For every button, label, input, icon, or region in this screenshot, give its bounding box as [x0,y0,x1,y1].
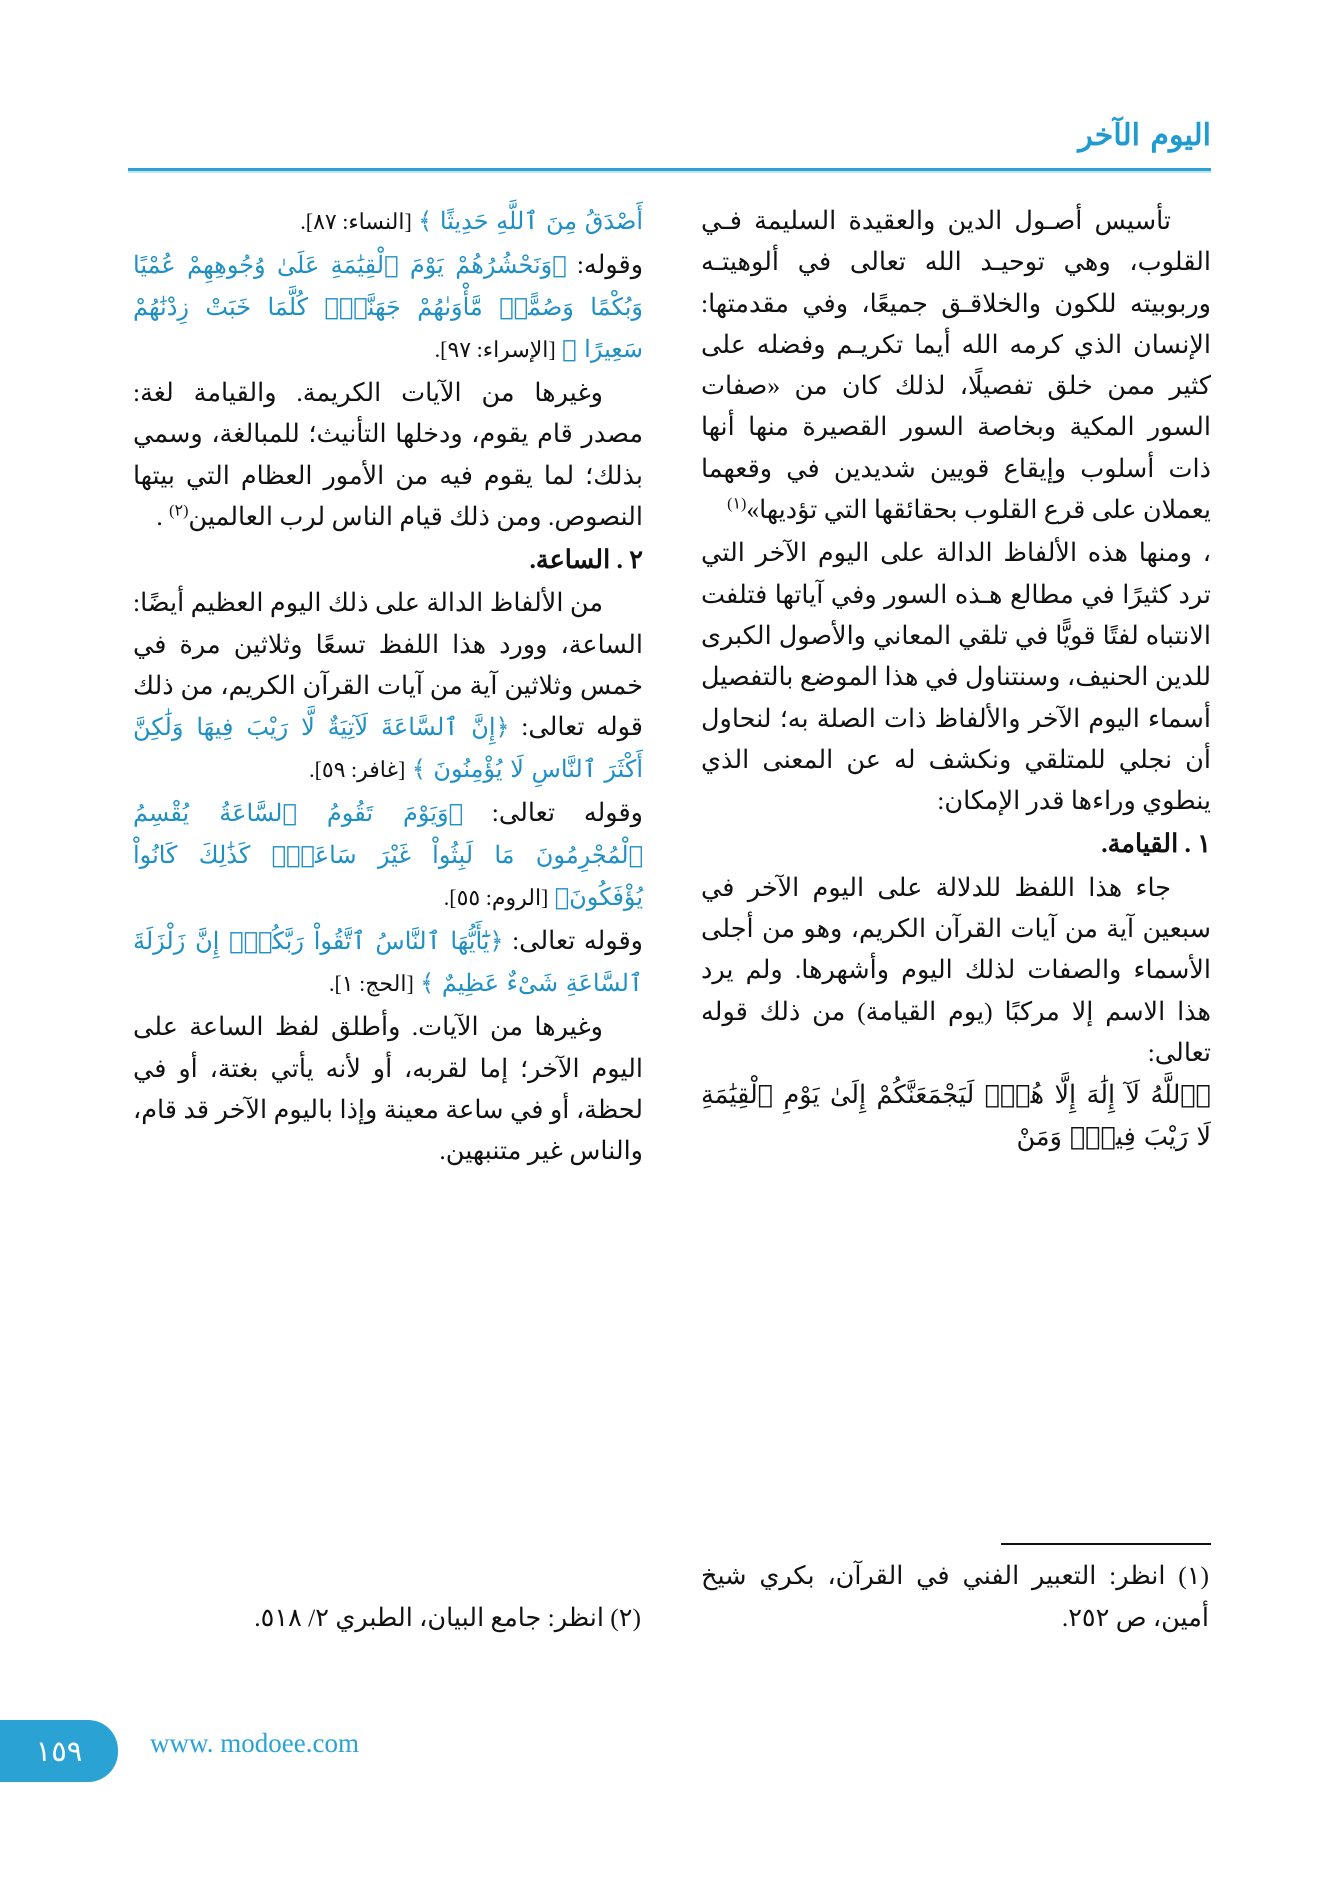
left-quran-quote-1: أَصْدَقُ مِنَ ٱللَّهِ حَدِيثًا ﴾ [418,207,643,235]
page-number: ١٥٩ [35,1734,83,1768]
left-paragraph-1 [133,372,643,537]
left-heading-1: ٢ . الساعة. [529,545,643,575]
page-footer [0,1720,1339,1782]
site-url[interactable]: www. modoee.com [150,1728,359,1758]
left-footnote-1: (٢) انظر: جامع البيان، الطبري ٢/ ٥١٨. [254,1602,641,1632]
right-column [701,200,1211,1640]
right-footnote-block [701,1543,1211,1640]
right-footnote-1: (١) انظر: التعبير الفني في القرآن، بكري شيخ أمين، ص ٢٥٢. [701,1561,1209,1632]
left-quran-quote-4: ﴿وَيَوْمَ تَقُومُ ٱلسَّاعَةُ يُقْسِمُ ٱلْمُجْرِمُونَ مَا لَبِثُواْ غَيْرَ سَاعَةٍۚ كَذَٰلِكَ كَانُواْ يُؤْفَكُونَ﴾ [133,799,643,912]
right-paragraph-1-text: تأسيس أصـول الدين والعقيدة السليمة فـي القلوب، وهي توحيـد الله تعالى في ألوهيتـه وربوبيته للكون والخلاقـق جميعًا، وفي مقدمتها: الإنسان الذي كرمه الله أيما تكريـم وفضله على كثير ممن خلق تفصيلًا، لذلك كان من «صفات السور المكية وبخاصة السور القصيرة منها أنها ذات أسلوب وإيقاع قويين شديدين في وقعهما يعملان على قرع القلوب بحقائقها التي تؤديها» [701,206,1211,525]
left-quote-line-1 [133,200,643,242]
body-columns [128,200,1211,1640]
left-quote-line-3 [133,792,643,918]
footnote-marker-2: (٢) [169,502,189,520]
header-title: اليوم الآخر [1078,118,1211,153]
right-paragraph-2: ، ومنها هذه الألفاظ الدالة على اليوم الآخر التي ترد كثيرًا في مطالع هـذه السور وفي آياتها فتلفت الانتباه لفتًا قويًّا في تلقي المعاني والأصول الكبرى للدين الحنيف، وسنتناول في هذا الموضع بالتفصيل أسماء اليوم الآخر والألفاظ ذات الصلة به؛ لنحاول أن نجلي للمتلقي ونكشف له عن المعنى الذي ينطوي وراءها قدر الإمكان: [701,538,1211,816]
left-footnote-block [133,1597,643,1640]
left-lead-2: وقوله: [576,250,644,279]
left-ref-1: [النساء: ٨٧]. [300,209,412,234]
footnote-divider [1001,1543,1211,1545]
left-paragraph-2 [133,582,643,790]
right-heading-1: ١ . القيامة. [1101,829,1211,859]
header-rule-secondary [128,171,1211,173]
page-header [128,118,1211,172]
left-paragraph-2-text: من الألفاظ الدالة على ذلك اليوم العظيم أيضًا: الساعة، وورد هذا اللفظ تسعًا وثلاثين مرة في خمس وثلاثين آية من آيات القرآن الكريم، من ذلك قوله تعالى: [133,588,643,742]
left-quote-line-4 [133,920,643,1004]
left-ref-4: [الروم: ٥٥]. [443,885,549,911]
left-quran-quote-3: ﴿إِنَّ ٱلسَّاعَةَ لَآتِيَةٌ لَّا رَيْبَ فِيهَا وَلَٰكِنَّ أَكْثَرَ ٱلنَّاسِ لَا يُؤْمِنُونَ ﴾ [133,713,643,784]
left-paragraph-1-text: وغيرها من الآيات الكريمة. والقيامة لغة: مصدر قام يقوم، ودخلها التأنيث؛ للمبالغة، وسمي بذلك؛ لما يقوم فيه من الأمور العظام التي بيتها النصوص. ومن ذلك قيام الناس لرب العالمين [133,378,643,531]
left-quote-line-2 [133,244,643,370]
right-paragraph-1 [701,200,1211,530]
right-paragraph-3: جاء هذا اللفظ للدلالة على اليوم الآخر في سبعين آية من آيات القرآن الكريم، وهو من أجلى الأسماء والصفات لذلك اليوم وأشهرها. ولم يرد هذا الاسم إلا مركبًا (يوم القيامة) من ذلك قوله تعالى: [701,872,1211,1067]
left-paragraph-3: وغيرها من الآيات. وأطلق لفظ الساعة على اليوم الآخر؛ إما لقربه، أو لأنه يأتي بغتة، أو في لحظة، أو في ساعة معينة وإذا باليوم الآخر قد قام، والناس غير متنبهين. [133,1012,643,1166]
left-ref-5: [الحج: ١]. [328,971,414,997]
left-ref-3: [غافر: ٥٩]. [309,757,406,783]
left-column [133,200,643,1640]
left-lead-4: وقوله تعالى: [512,926,643,956]
left-lead-3: وقوله تعالى: [491,798,643,828]
left-quran-quote-5: ﴿يَٰٓأَيُّهَا ٱلنَّاسُ ٱتَّقُواْ رَبَّكُمْۚ إِنَّ زَلْزَلَةَ ٱلسَّاعَةِ شَىْءٌ عَظِيمٌ ﴾ [133,927,643,998]
left-ref-2: [الإسراء: ٩٧]. [434,337,556,362]
footnote-marker-1: (١) [727,495,747,513]
page-number-badge [0,1720,118,1782]
left-quran-quote-2: ﴿وَنَحْشُرُهُمْ يَوْمَ ٱلْقِيَٰمَةِ عَلَىٰ وُجُوهِهِمْ عُمْيًا وَبُكْمًا وَصُمًّاۖ مَّأْوَىٰهُمْ جَهَنَّمُۖ كُلَّمَا خَبَتْ زِدْنَٰهُمْ سَعِيرًا ﴾ [133,251,643,363]
right-quran-quote: ﴿ٱللَّهُ لَآ إِلَٰهَ إِلَّا هُوَۚ لَيَجْمَعَنَّكُمْ إِلَىٰ يَوْمِ ٱلْقِيَٰمَةِ لَا رَيْبَ فِيهِۗ وَمَنْ [701,1080,1211,1152]
left-paragraph-1-end: . [156,501,170,531]
